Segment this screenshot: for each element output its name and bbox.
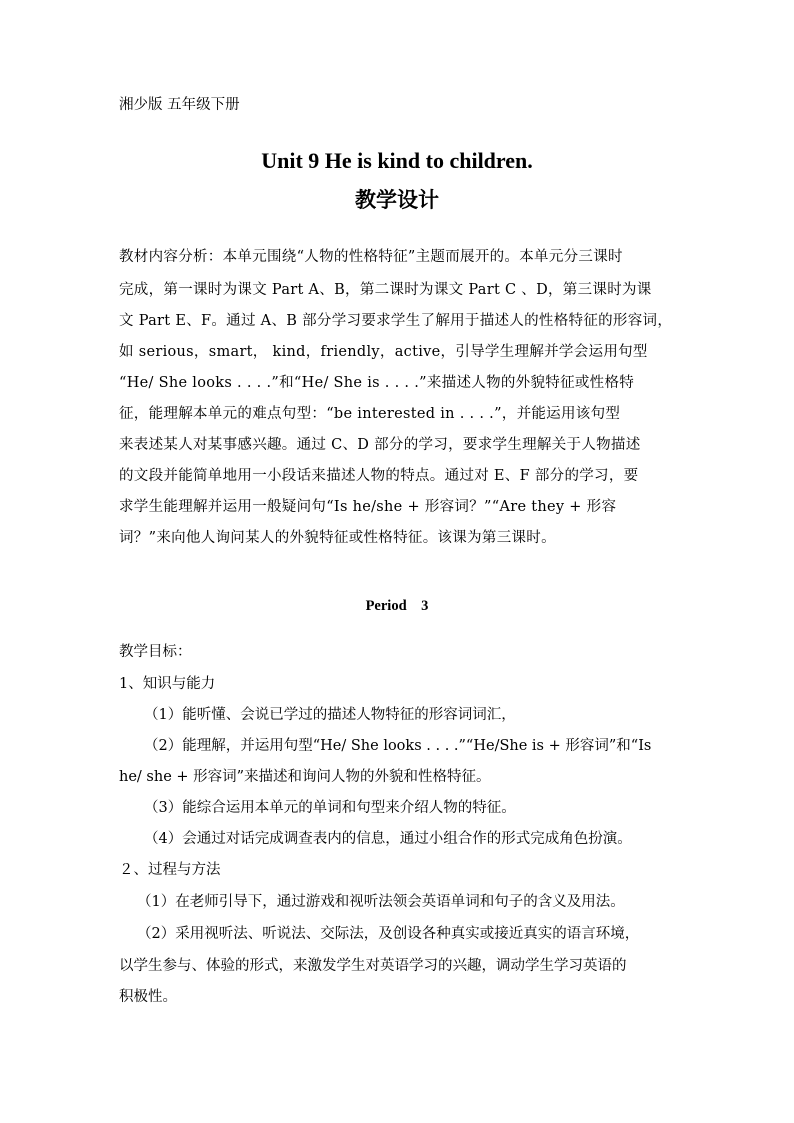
objective-item-continued: 积极性。: [119, 989, 177, 1005]
analysis-line: 完成，第一课时为课文 Part A、B，第二课时为课文 Part C 、D，第三课时为课: [119, 282, 652, 298]
analysis-line: “He/ She looks . . . .”和“He/ She is . . . .”来描述人物的外貌特征或性格特: [119, 375, 635, 391]
analysis-line: 的文段并能简单地用一小段话来描述人物的特点。通过对 E、F 部分的学习，要: [119, 468, 639, 484]
publisher-grade-label: 湘少版 五年级下册: [119, 97, 240, 113]
objectives-heading: 教学目标：: [119, 644, 192, 660]
objective-item-continued: he/ she + 形容词”来描述和询问人物的外貌和性格特征。: [119, 769, 491, 785]
analysis-line: 如 serious，smart， kind，friendly，active，引导学生理解并学会运用句型: [119, 344, 648, 360]
analysis-line: 求学生能理解并运用一般疑问句“Is he/she + 形容词？”“Are they + 形容: [119, 499, 617, 515]
analysis-line: 征，能理解本单元的难点句型：“be interested in . . . .”，并能运用该句型: [119, 406, 621, 422]
analysis-line: 文 Part E、F。通过 A、B 部分学习要求学生了解用于描述人的性格特征的形容词，: [119, 313, 673, 329]
objective-item: （4）会通过对话完成调查表内的信息，通过小组合作的形式完成角色扮演。: [144, 831, 632, 847]
section-process-heading: ２、过程与方法: [119, 862, 221, 878]
objective-item: （2）能理解，并运用句型“He/ She looks . . . .”“He/She is + 形容词”和“Is: [144, 738, 652, 754]
unit-title: Unit 9 He is kind to children.: [261, 148, 533, 173]
analysis-line: 教材内容分析：本单元围绕“人物的性格特征”主题而展开的。本单元分三课时: [119, 249, 623, 265]
objective-item: （3）能综合运用本单元的单词和句型来介绍人物的特征。: [144, 800, 516, 816]
objective-item: （2）采用视听法、听说法、交际法，及创设各种真实或接近真实的语言环境，: [137, 926, 640, 942]
section-knowledge-heading: 1、知识与能力: [119, 676, 216, 692]
period-heading: Period 3: [365, 598, 429, 614]
design-title: 教学设计: [355, 188, 439, 212]
objective-item: （1）能听懂、会说已学过的描述人物特征的形容词词汇，: [144, 707, 516, 723]
objective-item-continued: 以学生参与、体验的形式，来激发学生对英语学习的兴趣，调动学生学习英语的: [119, 958, 627, 974]
objective-item: （1）在老师引导下，通过游戏和视听法领会英语单词和句子的含义及用法。: [137, 894, 625, 910]
analysis-line: 来表述某人对某事感兴趣。通过 C、D 部分的学习，要求学生理解关于人物描述: [119, 437, 641, 453]
analysis-line: 词？”来向他人询问某人的外貌特征或性格特征。该课为第三课时。: [119, 530, 556, 546]
